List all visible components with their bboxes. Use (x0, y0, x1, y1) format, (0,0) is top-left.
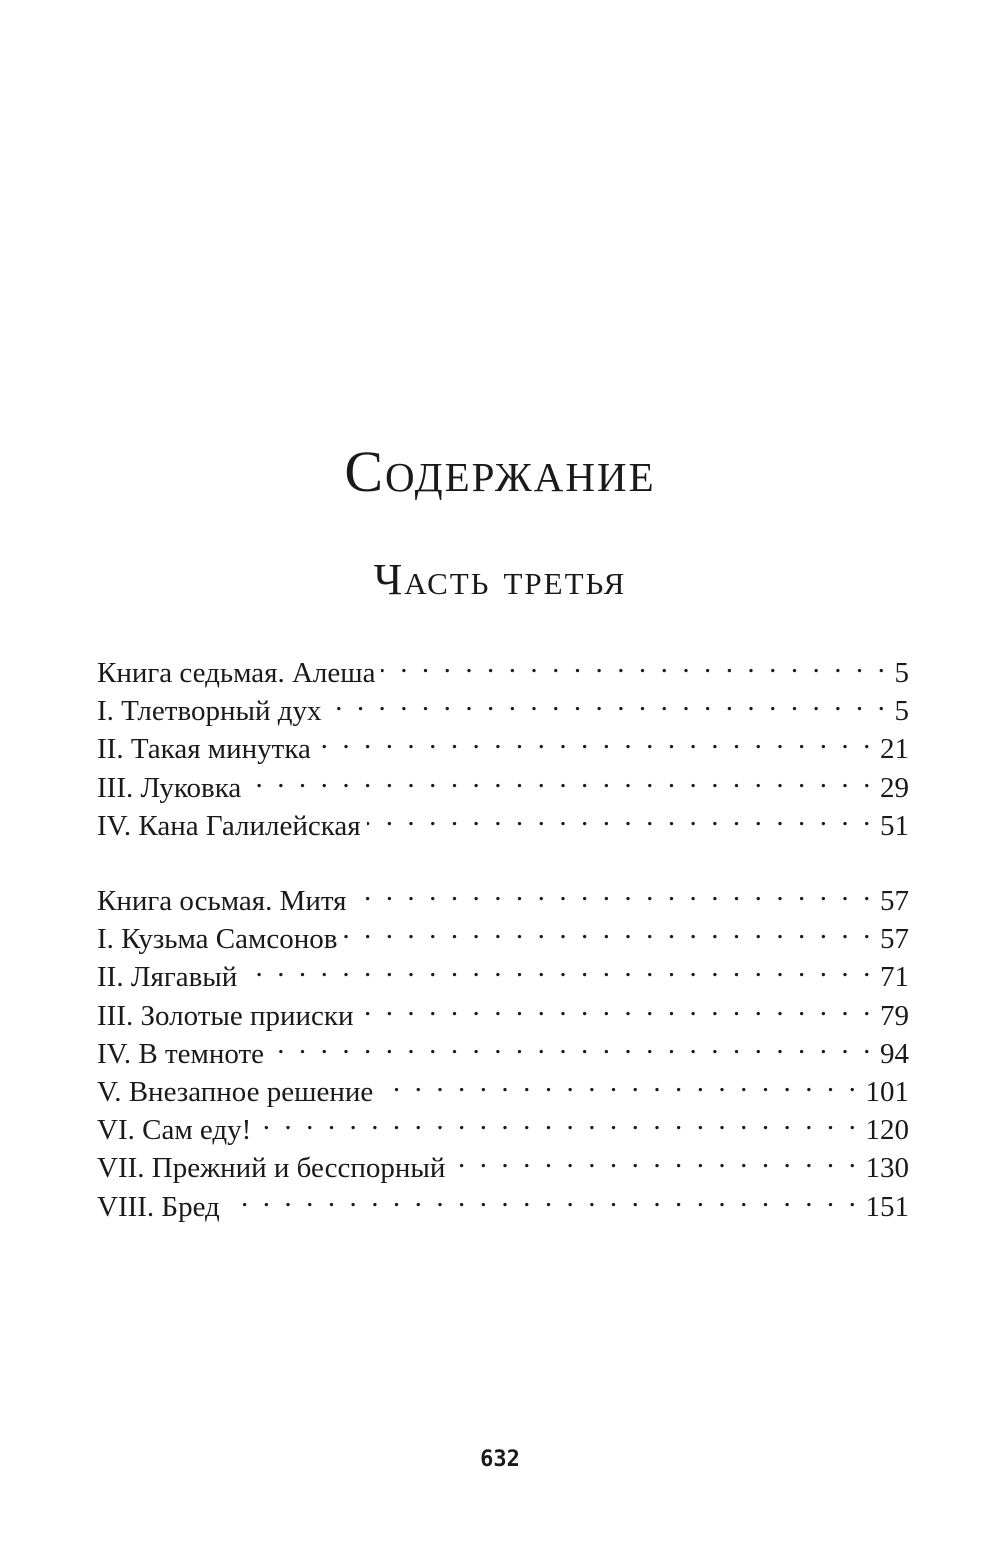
toc-leader-dots (247, 759, 874, 797)
toc-entry-label: Книга осьмая. Митя (97, 882, 353, 920)
toc-entry-label: VII. Прежний и бесспорный (97, 1149, 451, 1187)
toc-entry-label: III. Золотые прииски (97, 997, 360, 1035)
toc-entry (97, 872, 909, 917)
toc-leader-dots (353, 872, 874, 910)
part-title: Часть третья (373, 555, 627, 604)
toc-entry-label: Книга седьмая. Алеша (97, 654, 381, 692)
toc-entry-label: IV. Кана Галилейская (97, 807, 367, 845)
toc-entry-page: 101 (860, 1073, 910, 1111)
toc-entry-page: 57 (874, 882, 909, 920)
toc-leader-dots (317, 720, 874, 758)
toc-entry-label: III. Луковка (97, 769, 247, 807)
toc-leader-dots (367, 797, 874, 835)
toc-entry (97, 644, 909, 689)
toc-section-book-eight (97, 872, 909, 1223)
toc-entry-label: VI. Сам еду! (97, 1111, 257, 1149)
toc-leader-dots (360, 987, 874, 1025)
toc-leader-dots (379, 1063, 859, 1101)
toc-section-book-seven (97, 644, 909, 842)
toc-entry-page: 71 (874, 958, 909, 996)
toc-entry-page: 130 (860, 1149, 910, 1187)
toc-entry-label: IV. В темноте (97, 1035, 270, 1073)
toc-entry-page: 29 (874, 769, 909, 807)
toc-leader-dots (343, 910, 874, 948)
toc-leader-dots (243, 948, 874, 986)
toc-entry-page: 57 (874, 920, 909, 958)
page-number: 632 (480, 1447, 520, 1472)
toc-leader-dots (257, 1101, 859, 1139)
page-title: Содержание (344, 439, 656, 504)
toc-entry-page: 51 (874, 807, 909, 845)
toc-entry-page: 151 (860, 1188, 910, 1226)
toc-entry-page: 21 (874, 730, 909, 768)
toc-entry-page: 5 (889, 654, 910, 692)
toc-entry-page: 120 (860, 1111, 910, 1149)
toc-leader-dots (226, 1178, 860, 1216)
toc-entry-label: II. Лягавый (97, 958, 243, 996)
toc-entry-label: I. Тлетворный дух (97, 692, 327, 730)
toc-entry-page: 79 (874, 997, 909, 1035)
toc-entry-label: I. Кузьма Самсонов (97, 920, 343, 958)
toc-leader-dots (451, 1139, 859, 1177)
toc-leader-dots (270, 1025, 874, 1063)
toc-entry-label: VIII. Бред (97, 1188, 226, 1226)
toc-leader-dots (381, 644, 888, 682)
toc-entry-label: II. Такая минутка (97, 730, 317, 768)
toc-entry-page: 5 (889, 692, 910, 730)
toc-entry-label: V. Внезапное решение (97, 1073, 379, 1111)
toc-leader-dots (327, 682, 888, 720)
toc-entry-page: 94 (874, 1035, 909, 1073)
